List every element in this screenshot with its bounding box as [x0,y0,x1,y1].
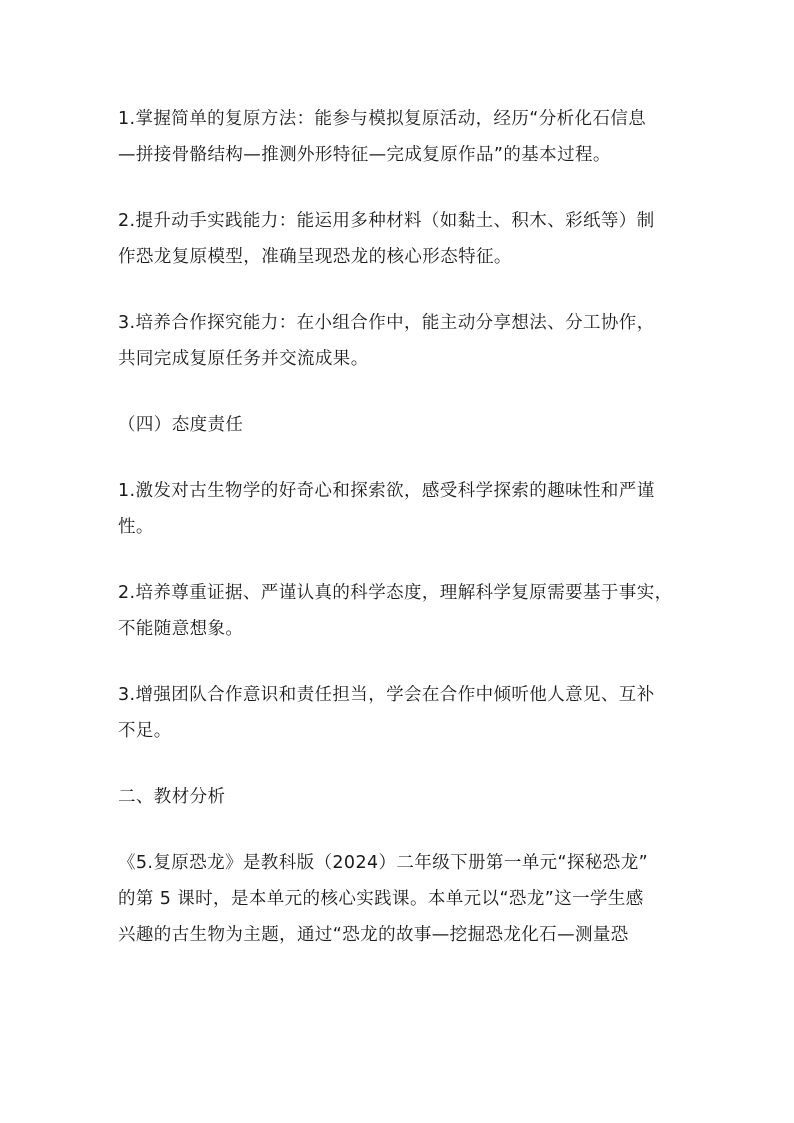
text-line: 的第 5 课时，是本单元的核心实践课。本单元以“恐龙”这一学生感 [118,889,644,909]
attitude-item-3 [118,677,682,749]
attitude-item-1 [118,473,682,545]
text-line: 2.培养尊重证据、严谨认真的科学态度，理解科学复原需要基于事实， [118,583,673,603]
section-heading-analysis [118,779,682,815]
text-line: 1.激发对古生物学的好奇心和探索欲，感受科学探索的趣味性和严谨 [118,481,655,501]
text-line: 3.增强团队合作意识和责任担当，学会在合作中倾听他人意见、互补 [118,685,655,705]
heading-text: （四）态度责任 [118,415,244,435]
text-line: 不能随意想象。 [118,619,244,639]
skill-item-3 [118,305,682,377]
attitude-item-2 [118,575,682,647]
text-line: 不足。 [118,721,172,741]
text-line: 共同完成复原任务并交流成果。 [118,349,369,369]
text-line: 3.培养合作探究能力：在小组合作中，能主动分享想法、分工协作， [118,313,655,333]
text-line: 《5.复原恐龙》是教科版（2024）二年级下册第一单元“探秘恐龙” [118,853,649,873]
document-body [118,101,682,953]
skill-item-1 [118,101,682,173]
text-line: 兴趣的古生物为主题，通过“恐龙的故事—挖掘恐龙化石—测量恐 [118,925,629,945]
analysis-paragraph [118,845,682,953]
text-line: 性。 [118,517,154,537]
text-line: —拼接骨骼结构—推测外形特征—完成复原作品”的基本过程。 [118,145,611,165]
text-line: 2.提升动手实践能力：能运用多种材料（如黏土、积木、彩纸等）制 [118,211,655,231]
text-line: 作恐龙复原模型，准确呈现恐龙的核心形态特征。 [118,247,512,267]
text-line: 1.掌握简单的复原方法：能参与模拟复原活动，经历“分析化石信息 [118,109,647,129]
heading-text: 二、教材分析 [118,787,226,807]
section-heading-attitude [118,407,682,443]
skill-item-2 [118,203,682,275]
